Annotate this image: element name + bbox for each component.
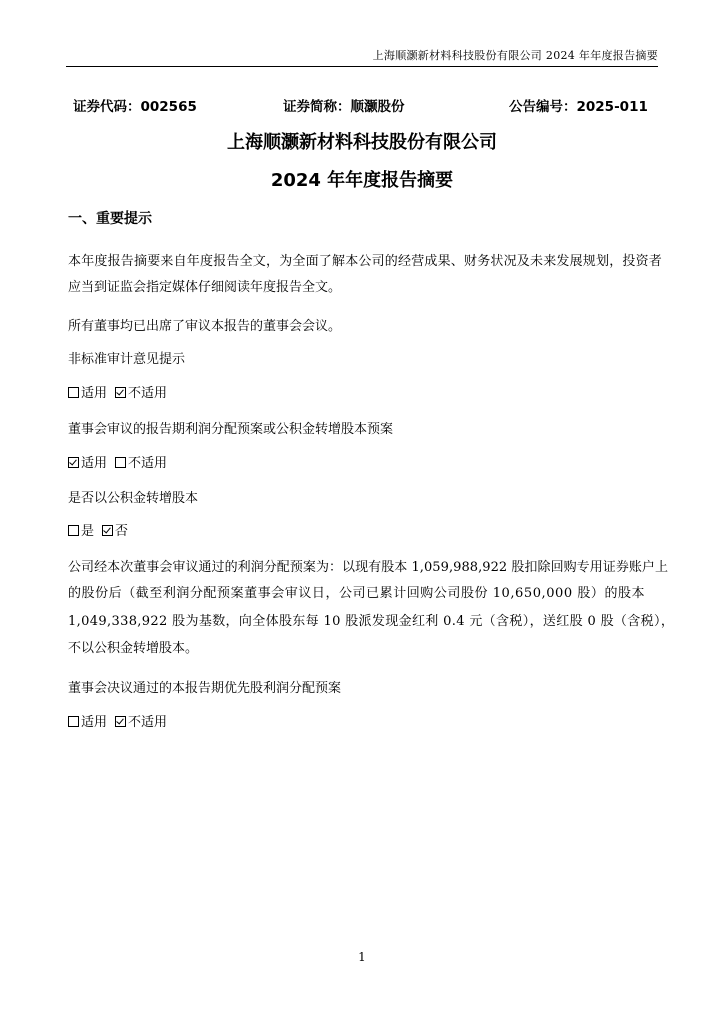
distribution-plan-line-4: 不以公积金转增股本。 — [68, 641, 199, 656]
profit-distribution-question: 董事会审议的报告期利润分配预案或公积金转增股本预案 — [68, 422, 394, 437]
option-applicable: 适用 — [68, 452, 107, 471]
distribution-plan-line-2: 的股份后（截至利润分配预案董事会审议日，公司已累计回购公司股份 10,650,000 股）的股本 — [68, 586, 646, 601]
capital-reserve-question: 是否以公积金转增股本 — [68, 491, 199, 506]
security-code: 证券代码：002565 — [73, 99, 197, 115]
option-not-applicable: 不适用 — [115, 382, 167, 401]
audit-opinion-question: 非标准审计意见提示 — [68, 352, 186, 367]
preferred-dividend-question: 董事会决议通过的本报告期优先股利润分配预案 — [68, 681, 342, 696]
checkbox-checked-icon — [115, 716, 126, 727]
intro-paragraph-line-1: 本年度报告摘要来自年度报告全文，为全面了解本公司的经营成果、财务状况及未来发展规划，投资者 — [68, 254, 663, 269]
security-abbreviation: 证券简称：顺灏股份 — [283, 99, 405, 115]
checkbox-unchecked-icon — [115, 457, 126, 468]
checkbox-unchecked-icon — [68, 387, 79, 398]
checkbox-unchecked-icon — [68, 716, 79, 727]
option-yes: 是 — [68, 520, 94, 539]
intro-paragraph-line-2: 应当到证监会指定媒体仔细阅读年度报告全文。 — [68, 280, 342, 295]
capital-reserve-options — [68, 520, 136, 539]
audit-opinion-options — [68, 382, 175, 401]
running-header: 上海顺灏新材料科技股份有限公司 2024 年年度报告摘要 — [372, 49, 658, 62]
company-title: 上海顺灏新材料科技股份有限公司 — [227, 132, 497, 153]
section-heading: 一、重要提示 — [68, 211, 152, 227]
checkbox-checked-icon — [115, 387, 126, 398]
option-not-applicable: 不适用 — [115, 452, 167, 471]
distribution-plan-line-1: 公司经本次董事会审议通过的利润分配预案为：以现有股本 1,059,988,922 股扣除回购专用证券账户上 — [68, 560, 669, 575]
preferred-dividend-options — [68, 711, 175, 730]
notice-number: 公告编号：2025-011 — [509, 99, 648, 115]
header-rule — [66, 66, 658, 67]
directors-attendance: 所有董事均已出席了审议本报告的董事会会议。 — [68, 319, 342, 334]
checkbox-unchecked-icon — [68, 525, 79, 536]
profit-distribution-options — [68, 452, 175, 471]
checkbox-checked-icon — [68, 457, 79, 468]
page-number: 1 — [358, 950, 366, 964]
checkbox-checked-icon — [102, 525, 113, 536]
option-not-applicable: 不适用 — [115, 711, 167, 730]
option-applicable: 适用 — [68, 711, 107, 730]
report-title: 2024 年年度报告摘要 — [270, 170, 454, 191]
option-applicable: 适用 — [68, 382, 107, 401]
distribution-plan-line-3: 1,049,338,922 股为基数，向全体股东每 10 股派发现金红利 0.4 元（含税），送红股 0 股（含税）， — [68, 614, 675, 629]
option-no: 否 — [102, 520, 128, 539]
